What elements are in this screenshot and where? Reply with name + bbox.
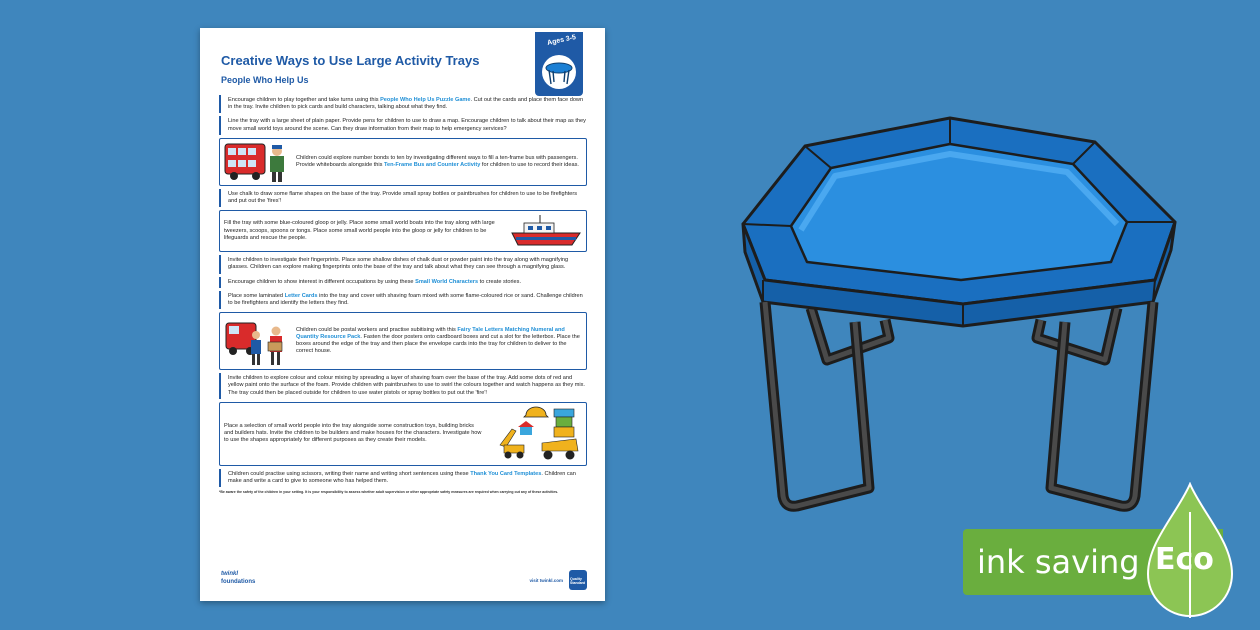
resource-link[interactable]: Small World Characters [415, 278, 479, 285]
activity-paragraph: Children could explore number bonds to ten by investigating different ways to fill a ten-frame bus with passengers. Provide whiteboards alongside this Ten-Frame Bus and Counter Activity for children to use to record their ideas. [296, 154, 579, 168]
activity-box-bus [219, 138, 587, 186]
eco-badge-text: ink saving [977, 543, 1140, 581]
resource-link[interactable]: Fairy Tale Letters Matching Numeral and Quantity Resource Pack [296, 326, 565, 341]
lifeboat-illustration [510, 213, 582, 249]
activity-paragraph: Encourage children to show interest in different occupations by using these Small World Characters to create stories. [219, 277, 587, 288]
document-title: Creative Ways to Use Large Activity Trays [221, 53, 480, 68]
quality-badge [569, 570, 587, 590]
activity-list [219, 95, 587, 494]
eco-label: Eco [1155, 542, 1214, 577]
age-badge [535, 32, 583, 96]
activity-paragraph: Place some laminated Letter Cards into the tray and cover with shaving foam mixed with some flame-coloured rice or sand. Challenge children to be firefighters and identify the letters they find. [219, 291, 587, 309]
twinkl-logo [219, 570, 255, 590]
logo-text-bottom: foundations [221, 579, 256, 585]
activity-paragraph: Place a selection of small world people into the tray alongside some construction toys, building bricks and builders hats. Invite the children to be builders and make houses for the characters. Investigate how to use the shapes appropriately for different purposes as they create their models. [224, 423, 482, 444]
bus-illustration [224, 141, 290, 183]
logo-text-top: twinkl [221, 571, 239, 577]
age-badge-label: Ages 3-5 [546, 34, 577, 47]
postal-worker-illustration [224, 315, 290, 367]
tray-icon [539, 52, 579, 92]
document-footer [219, 569, 587, 591]
activity-box-postal [219, 312, 587, 370]
worksheet-page [200, 28, 605, 601]
activity-paragraph: Line the tray with a large sheet of plain paper. Provide pens for children to use to draw a map. Encourage children to talk about their map as they move small world toys around the scene. Can they draw information from their map to help emergency services? [219, 116, 587, 134]
activity-tray-illustration [735, 112, 1185, 517]
safety-footnote: *Be aware the safety of the children in your setting. It is your responsibility to assess whether adult supervision or other appropriate safety measures are required when carrying out any of these activities. [219, 490, 559, 495]
activity-paragraph: Children could be postal workers and practise subitising with this Fairy Tale Letters Matching Numeral and Quantity Resource Pack. Fasten the door posters onto cardboard boxes and cut a slot for the letterbox. Place the boxes around the edge of the tray and then place the envelope cards into the tray for children to deliver to the correct house. [296, 326, 580, 355]
resource-link[interactable]: Thank You Card Templates [470, 470, 542, 477]
activity-paragraph: Use chalk to draw some flame shapes on the base of the tray. Provide small spray bottles or paintbrushes for children to use to be firefighters and put out the 'fires'! [219, 189, 587, 207]
visit-link[interactable]: visit twinkl.com [529, 577, 563, 583]
footer-right [529, 570, 587, 590]
resource-link[interactable]: Ten-Frame Bus and Counter Activity [384, 161, 481, 168]
activity-paragraph: Encourage children to play together and take turns using this People Who Help Us Puzzle Game. Cut out the cards and place them face down in the tray. Invite children to pick cards and build characters, talking about what they find. [219, 95, 587, 113]
activity-paragraph: Children could practise using scissors, writing their name and writing short sentences using these Thank You Card Templates. Children can make and write a card to give to someone who has helped them. [219, 469, 587, 487]
activity-paragraph: Invite children to explore colour and colour mixing by spreading a layer of shaving foam over the base of the tray. Add some dots of red and yellow paint onto the surface of the foam. Provide children with paintbrushes to use to swirl the colours together and watch happens as they mix. The tray could then be placed outside for children to use water pistols or spray bottles to put out the 'fire'! [219, 373, 587, 399]
resource-link[interactable]: People Who Help Us Puzzle Game [380, 97, 471, 103]
construction-illustration [490, 405, 582, 463]
activity-paragraph: Invite children to investigate their fingerprints. Place some shallow dishes of chalk dust or powder paint into the tray along with magnifying glasses. Children can explore making fingerprints onto the base of the tray and talk about what they can see through a magnifying glass. [219, 255, 587, 273]
quality-badge-label: Quality Standard [570, 577, 586, 585]
activity-paragraph: Fill the tray with some blue-coloured gloop or jelly. Place some small world boats into the tray along with large tweezers, scoops, spoons or tongs. Place some small world people into the gloop or jelly for children to be lifeguards and rescue the people. [224, 220, 495, 241]
activity-box-boat [219, 210, 587, 252]
resource-link[interactable]: Letter Cards [284, 292, 318, 299]
document-subtitle: People Who Help Us [221, 75, 309, 85]
activity-box-builders [219, 402, 587, 466]
